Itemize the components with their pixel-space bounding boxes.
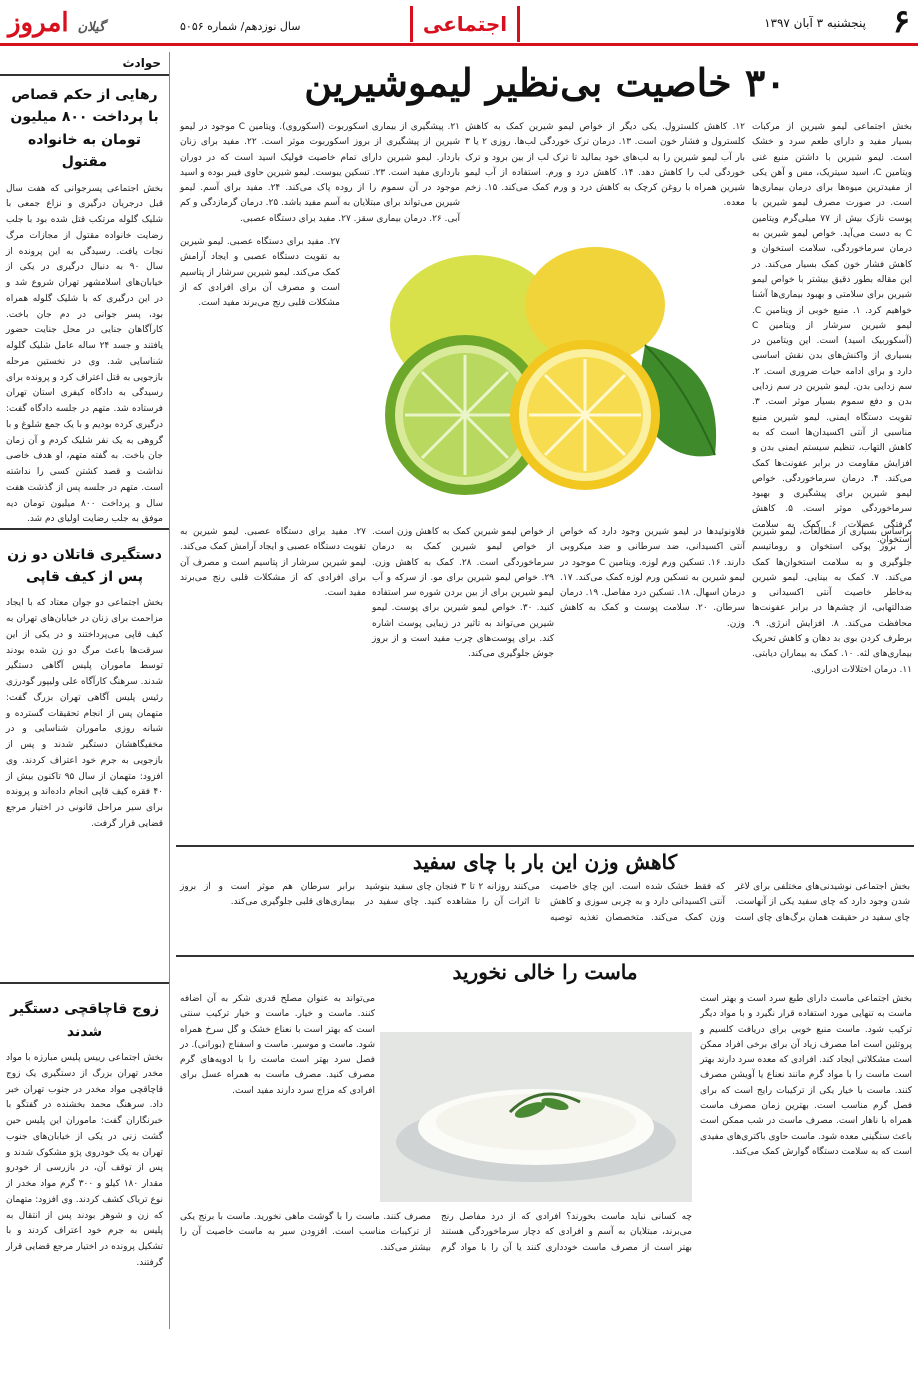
- story2-title: دستگیری قاتلان دو زن پس از کیف قاپی: [7, 546, 162, 585]
- article1-col-4: ۲۷. مفید برای دستگاه عصبی. لیمو شیرین به تقویت دستگاه عصبی و ایجاد آرامش کمک می‌کند. لیمو شیرین سرشار از پتاسیم است و مصرف آن برای افرادی که از مشکلات قلبی رنج می‌برند مفید است.: [180, 527, 366, 599]
- sidebar-news: [0, 52, 170, 1329]
- article2-title: کاهش وزن این بار با چای سفید: [412, 850, 678, 874]
- article3-title: ماست را خالی نخورید: [452, 960, 638, 984]
- section-divider: [176, 845, 914, 847]
- article1-col-left: ۲۱. پیشگیری از بیماری اسکوربوت (اسکوروی). ویتامین C موجود در لیمو شیرین از پیشگیری از بروز اسکوربوت موثر است. ۲۲. مفید برای زنان باردار. لیمو شیرین دارای تمام خاصیت فولیک اسید است که در دوران بارداری مفید است. ۲۳. تسکین یبوست. لیمو شیرین حاوی فیبر بوده و اسید موجود در آن سموم را از روده پاک می‌کند. ۲۴. مفید برای آسم. لیمو شیرین می‌تواند برای مبتلایان به آسم مفید باشد. ۲۵. درمان گرمازدگی و کم آبی. ۲۶. درمان بیماری سقز. ۲۷. مفید برای دستگاه عصبی.: [180, 122, 461, 224]
- article1-col-mid: ۱۲. کاهش کلسترول. یکی دیگر از خواص لیمو شیرین کمک به کاهش کلسترول و فشار خون است. ۱۳. درمان ترک خوردگی لب‌ها. روزی ۲ یا ۳ بار آب لیمو شیرین را به لب‌های خود بمالید تا ترک لب از بین برود و ترک خوردگی لب را کاهش دهد. ۱۴. کاهش درد و ورم. استفاده از آب لیمو شیرین همراه با روغن کرچک به کاهش درد و ورم کمک می‌کند. ۱۵. زخم معده.: [465, 122, 746, 209]
- page-header: [0, 0, 918, 46]
- story1-title: رهایی از حکم قصاص با پرداخت ۸۰۰ میلیون تومان به خانواده مقتول: [10, 87, 159, 171]
- yogurt-image: [380, 1032, 692, 1202]
- issue-date: پنجشنبه ۳ آبان ۱۳۹۷: [764, 16, 866, 30]
- article3-col-mid: چه کسانی نباید ماست بخورند؟ افرادی که از درد مفاصل رنج می‌برند، مبتلایان به آسم و افرادی که دچار سرماخوردگی هستند بهتر است از مصرف ماست خودداری کنند یا آن را با مواد گرم مصرف کنند. ماست را با گوشت ماهی نخورید. ماست با برنج یکی از ترکیبات مناسب است. افزودن سیر به ماست خاصیت آن را بیشتر می‌کند.: [180, 1212, 692, 1253]
- issue-number: سال نوزدهم/ شماره ۵۰۵۶: [180, 20, 301, 33]
- article3-col-right: بخش اجتماعی ماست دارای طبع سرد است و بهتر است ماست به تنهایی مورد استفاده قرار نگیرد و با مواد دیگر ترکیب شود. ماست منبع خوبی برای دریافت کلسیم و پروتئین است اما مصرف زیاد آن برای برخی افراد ممکن است مشکلاتی ایجاد کند. افرادی که معده سرد دارند بهتر است ماست را با مواد گرم مانند نعناع یا آویشن مصرف کنند. ماست با خیار یکی از ترکیبات رایج است که برای فصل گرم مناسب است. بهترین زمان مصرف ماست همراه با ناهار است. مصرف ماست در شب ممکن است باعث سنگینی معده شود. ماست حاوی باکتری‌های مفیدی است که به سلامت دستگاه گوارش کمک می‌کند.: [700, 994, 912, 1157]
- story3-text: بخش اجتماعی رییس پلیس مبارزه با مواد مخدر تهران بزرگ از دستگیری یک زوج قاچاقچی مواد مخدر در جنوب تهران خبر داد. سرهنگ محمد بخشنده در گفتگو با خبرنگاران گفت: ماموران این پلیس حین گشت زنی در یکی از خیابان‌های جنوب تهران به یک خودروی پژو مشکوک شدند و پس از توقف آن، در بازرسی از خودرو مقدار ۱۸۰ کیلو و ۳۰۰ گرم مواد مخدر از نوع تریاک کشف کردند. وی افزود: متهمان که زن و شوهر بودند پس از انتقال به پلیس به جرم خود اعتراف کردند و با تشکیل پرونده در اختیار مرجع قضایی قرار گرفتند.: [6, 1053, 163, 1268]
- story2-text: بخش اجتماعی دو جوان معتاد که با ایجاد مزاحمت برای زنان در خیابان‌های تهران به کیف قاپی می‌پرداختند و در یکی از این سرقت‌ها باعث مرگ دو زن شده بودند توسط ماموران پلیس آگاهی دستگیر شدند. سرهنگ کارآگاه علی ولیپور گودرزی رئیس پلیس آگاهی تهران بزرگ گفت: متهمان پس از انجام تحقیقات گسترده و شبانه روزی ماموران شناسایی و در مخفیگاهشان دستگیر شدند و پس از بازجویی به جرم خود اعتراف کردند. وی افزود: متهمان از سال ۹۵ تاکنون بیش از ۴۰ فقره کیف قاپی انجام داده‌اند و پرونده برای سیر مراحل قانونی در اختیار مرجع قضایی قرار گرفت.: [6, 598, 163, 829]
- section-divider: [176, 955, 914, 957]
- article1-col-1: براساس بسیاری از مطالعات، لیمو شیرین از بروز پوکی استخوان و روماتیسم جلوگیری و به سلامت استخوان‌ها کمک می‌کند. ۷. کمک به بینایی. لیمو شیرین به‌خاطر خاصیت آنتی اکسیدانی و ضدالتهابی، از چشم‌ها در برابر عفونت‌ها محافظت می‌کند. ۸. افزایش انرژی. ۹. برطرف کردن بوی بد دهان و کاهش تحریک بیماری‌های لثه. ۱۰. کمک به بیماران دیابتی. ۱۱. درمان اختلالات ادراری.: [752, 527, 912, 675]
- logo-sub: گیلان: [77, 20, 106, 35]
- lemon-illustration: [345, 235, 745, 515]
- article1-col-2: فلاونوئیدها در لیمو شیرین وجود دارد که خواص آنتی اکسیدانی، ضد سرطانی و ضد میکروبی دارند. ۱۶. تسکین ورم لوزه. ویتامین C موجود در لیمو شیرین به تسکین ورم لوزه کمک می‌کند. ۱۷. درمان اسهال. ۱۸. تسکین درد مفاصل. ۱۹. درمان سرطان. ۲۰. سلامت پوست و کمک به کاهش وزن.: [560, 527, 745, 629]
- article1-col-left2: ۲۷. مفید برای دستگاه عصبی. لیمو شیرین به تقویت دستگاه عصبی و ایجاد آرامش کمک می‌کند. لیمو شیرین سرشار از پتاسیم است و مصرف آن برای افرادی که از مشکلات قلبی رنج می‌برند مفید است.: [180, 237, 340, 309]
- article2-text: بخش اجتماعی نوشیدنی‌های مختلفی برای لاغر شدن وجود دارد که چای سفید یکی از آنهاست. چای سفید در حقیقت همان برگ‌های چای است که فقط خشک شده است. این چای خاصیت آنتی اکسیدانی دارد و به چربی سوزی و کاهش وزن کمک می‌کند. متخصصان تغذیه توصیه می‌کنند روزانه ۲ تا ۳ فنجان چای سفید بنوشید تا اثرات آن را مشاهده کنید. چای سفید در برابر سرطان هم موثر است و از بروز بیماری‌های قلبی جلوگیری می‌کند.: [180, 882, 910, 923]
- article1-col-3: از خواص لیمو شیرین کمک به کاهش وزن است. از خواص لیمو شیرین کمک به درمان سرماخوردگی است. ۲۸. کمک به کاهش وزن. ۲۹. خواص لیمو شیرین برای مو. از سرکه و آب لیمو شیرین برای از بین بردن شوره سر استفاده کنید. ۳۰. خواص لیمو شیرین برای پوست. لیمو شیرین می‌تواند به تاثیر در زیبایی پوست اشاره کند. برای پوست‌های چرب مفید است و از بروز جوش جلوگیری می‌کند.: [372, 527, 554, 660]
- sidebar-divider: [0, 982, 169, 984]
- logo-main: امروز: [8, 8, 69, 38]
- article1-col-right: بخش اجتماعی لیمو شیرین از مرکبات بسیار مفید و دارای طعم سرد و خشک است. لیمو شیرین با داشتن منبع غنی ویتامین C، اسید سیتریک، مس و آهن یکی از مفیدترین میوه‌ها برای درمان بیماری‌ها است. در صورت مصرف لیمو شیرین با پوست نازک بیش از ۷۷ میلی‌گرم ویتامین C به دست می‌آید. خواص لیمو شیرین به درمان سرماخوردگی، سلامت استخوان و کاهش فشار خون کمک بسیار می‌کند. در این مقاله بطور دقیق بیشتر با خواص لیمو شیرین برای سلامتی و بهبود بیماری‌ها آشنا خواهیم کرد. ۱. منبع خوبی از ویتامین C. لیمو شیرین سرشار از ویتامین C (آسکوربیک اسید) است. این ویتامین در بسیاری از واکنش‌های بدن نقش اساسی دارد و برای ادامه حیات ضروری است. ۲. سم زدایی بدن. لیمو شیرین در سم زدایی بدن و دفع سموم بسیار موثر است. ۳. تقویت دستگاه ایمنی. لیمو شیرین منبع مناسبی از آنتی اکسیدان‌ها است که به کاهش التهاب، تنظیم سیستم ایمنی بدن و افزایش مقاومت در برابر عفونت‌ها کمک می‌کند. ۴. درمان سرماخوردگی. خواص لیمو شیرین برای پیشگیری و بهبود سرماخوردگی موثر است. ۵. کاهش گرفتگی عضلات. ۶. کمک به سلامت استخوان.: [752, 122, 912, 546]
- page-number: ۶: [892, 2, 910, 40]
- article1-title: ۳۰ خاصیت بی‌نظیر لیموشیرین: [304, 60, 786, 105]
- story3-title: زوج قاچاقچی دستگیر شدند: [9, 1001, 160, 1040]
- lemon-image: [345, 235, 745, 515]
- story1-text: بخش اجتماعی پسرجوانی که هفت سال قبل درجریان درگیری و نزاع جمعی با شلیک گلوله مرتکب قتل شده بود با جلب رضایت خانواده مقتول از مجازات مرگ نجات یافت. رسیدگی به این پرونده از سال ۹۰ به دنبال درگیری در یکی از خیابان‌های اسلامشهر تهران شروع شد و در این درگیری که با شلیک گلوله همراه بود، پسر جوانی در دم جان باخت. کارآگاهان جنایی در محل جنایت حضور یافتند و جسد ۲۴ ساله عامل شلیک گلوله شناسایی شد. وی در نخستین مرحله بازجویی به قتل اعتراف کرد و پرونده برای رسیدگی به دادگاه کیفری استان تهران فرستاده شد. متهم در جلسه دادگاه گفت: درگیری کرده بودیم و با یک جمع شلوغ و با گروهی به یک نفر شلیک کردم و آن زمان جان باخت. به گفته متهم، او هدف خاصی نداشت و قصد کشتن کسی را نداشته است. متهم در جلسه پس از گذشت هفت سال و پرداخت ۸۰۰ میلیون تومان دیه موفق به جلب رضایت اولیای دم شد.: [6, 183, 164, 525]
- newspaper-logo: [8, 4, 168, 42]
- section-title: اجتماعی: [410, 6, 520, 42]
- sidebar-label: حوادث: [0, 52, 169, 76]
- article3-col-left: می‌تواند به عنوان مصلح قدری شکر به آن اضافه کنند. ماست و خیار. ماست و خیار ترکیب سنتی است که بهتر است با نعناع خشک و گل سرخ همراه شود. ماست و موسیر. ماست و اسفناج (بورانی). در فصل سرد بهتر است ماست را با ادویه‌های گرم مصرف کنید. مصرف ماست به همراه عسل برای افرادی که مزاج سرد دارند مفید است.: [180, 994, 375, 1096]
- yogurt-illustration: [380, 1032, 692, 1202]
